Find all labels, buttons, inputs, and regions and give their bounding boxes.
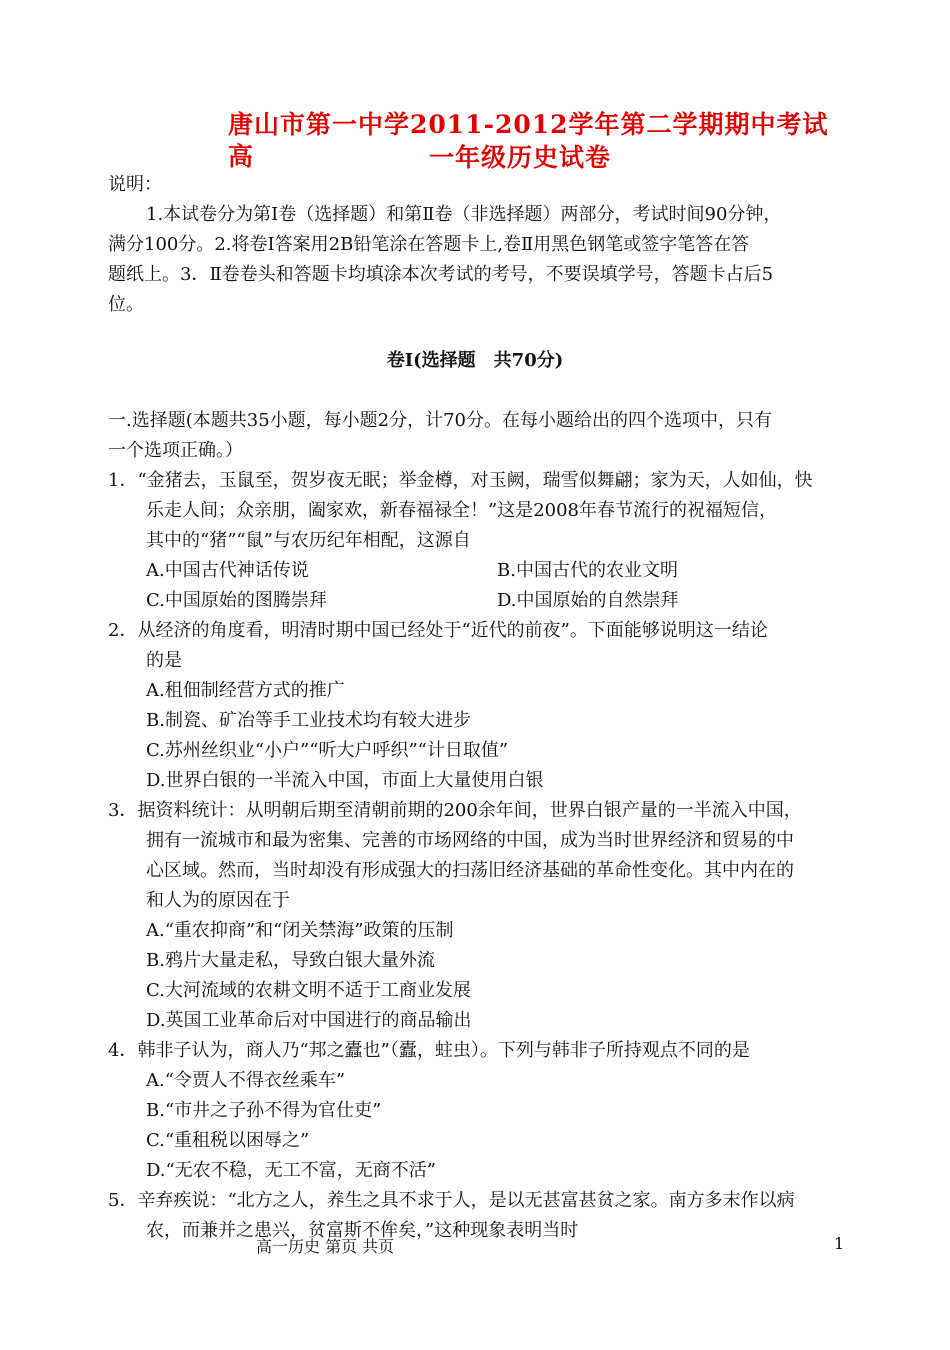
- question-stem-line: 3．据资料统计：从明朝后期至清朝前期的200余年间，世界白银产量的一半流入中国，: [108, 800, 802, 821]
- option-b[interactable]: B.制瓷、矿冶等手工业技术均有较大进步: [146, 710, 471, 731]
- question-stem-line: 心区域。然而，当时却没有形成强大的扫荡旧经济基础的革命性变化。其中内在的: [146, 860, 794, 881]
- option-d[interactable]: D.世界白银的一半流入中国，市面上大量使用白银: [146, 770, 544, 791]
- option-b[interactable]: B.鸦片大量走私，导致白银大量外流: [146, 950, 435, 971]
- question-stem-line: 乐走人间；众亲朋，阖家欢，新春福禄全！”这是2008年春节流行的祝福短信，: [146, 500, 778, 521]
- option-d[interactable]: D.英国工业革命后对中国进行的商品输出: [146, 1010, 472, 1031]
- instructions-label: 说明：: [108, 174, 162, 195]
- option-a[interactable]: A.“重农抑商”和“闭关禁海”政策的压制: [146, 920, 454, 941]
- exam-title-line1: 唐山市第一中学2011-2012学年第二学期期中考试高: [228, 110, 829, 171]
- option-d[interactable]: D.中国原始的自然崇拜: [497, 590, 679, 611]
- instructions-line: 题纸上。3．Ⅱ卷卷头和答题卡均填涂本次考试的考号，不要误填学号，答题卡占后5: [108, 264, 774, 285]
- option-d[interactable]: D.“无农不稳，无工不富，无商不活”: [146, 1160, 436, 1181]
- option-c[interactable]: C.“重租税以困辱之”: [146, 1130, 310, 1151]
- question-stem-line: 4．韩非子认为，商人乃“邦之蠹也”（蠹，蛀虫）。下列与韩非子所持观点不同的是: [108, 1040, 750, 1061]
- part-intro-line: 一.选择题(本题共35小题，每小题2分，计70分。在每小题给出的四个选项中，只有: [108, 410, 773, 431]
- question-stem-line: 拥有一流城市和最为密集、完善的市场网络的中国，成为当时世界经济和贸易的中: [146, 830, 794, 851]
- instructions-line: 1.本试卷分为第Ⅰ卷（选择题）和第Ⅱ卷（非选择题）两部分，考试时间90分钟，: [146, 204, 782, 225]
- question-stem-line: 的是: [146, 650, 182, 671]
- question-stem-line: 农，而兼并之患兴，贫富斯不侔矣，”这种现象表明当时: [146, 1220, 579, 1241]
- page-number: 1: [834, 1234, 845, 1253]
- question-stem-line: 5．辛弃疾说：“北方之人，养生之具不求于人，是以无甚富甚贫之家。南方多末作以病: [108, 1190, 795, 1211]
- question-stem-line: 1．“金猪去，玉鼠至，贺岁夜无眠；举金樽，对玉阙，瑞雪似舞翩；家为天，人如仙，快: [108, 470, 813, 491]
- option-a[interactable]: A.“令贾人不得衣丝乘车”: [146, 1070, 346, 1091]
- footer-text: 高一历史 第页 共页: [256, 1237, 395, 1256]
- exam-title-line2: 一年级历史试卷: [428, 143, 611, 172]
- part-intro-line: 一个选项正确。）: [108, 440, 243, 461]
- question-stem-line: 其中的“猪”“鼠”与农历纪年相配，这源自: [146, 530, 471, 551]
- instructions-line: 满分100分。2.将卷Ⅰ答案用2B铅笔涂在答题卡上,卷Ⅱ用黑色钢笔或签字笔答在答: [108, 234, 750, 255]
- section-heading: 卷Ⅰ(选择题 共70分): [386, 350, 564, 371]
- option-b[interactable]: B.“市井之子孙不得为官仕吏”: [146, 1100, 382, 1121]
- instructions-line: 位。: [108, 294, 144, 315]
- option-c[interactable]: C.中国原始的图腾崇拜: [146, 590, 327, 611]
- option-c[interactable]: C.苏州丝织业“小户”“听大户呼织”“计日取值”: [146, 740, 509, 761]
- question-stem-line: 和人为的原因在于: [146, 890, 290, 911]
- option-b[interactable]: B.中国古代的农业文明: [497, 560, 678, 581]
- option-c[interactable]: C.大河流域的农耕文明不适于工商业发展: [146, 980, 471, 1001]
- option-a[interactable]: A.租佃制经营方式的推广: [146, 680, 345, 701]
- question-stem-line: 2．从经济的角度看，明清时期中国已经处于“近代的前夜”。下面能够说明这一结论: [108, 620, 768, 641]
- option-a[interactable]: A.中国古代神话传说: [146, 560, 309, 581]
